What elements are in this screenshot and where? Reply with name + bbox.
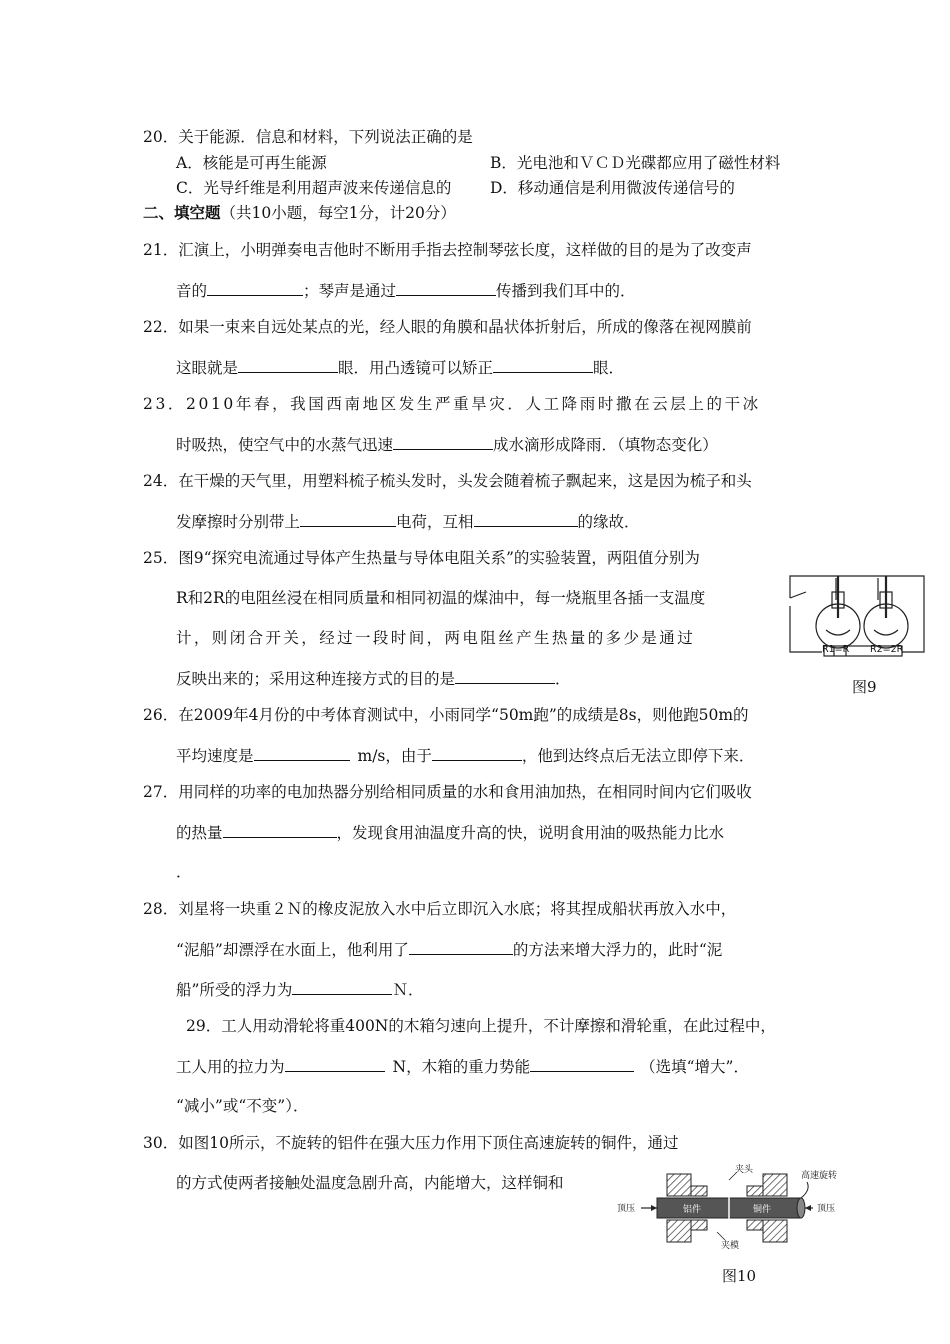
answer-blank[interactable] [393,434,493,450]
q25-line4: 反映出来的；采用这种连接方式的目的是 ． [176,670,571,688]
answer-blank[interactable] [530,1056,634,1072]
answer-blank[interactable] [396,280,496,296]
q25-line3: 计，则闭合开关，经过一段时间，两电阻丝产生热量的多少是通过 [176,629,696,647]
q21-line2: 音的 ；琴声是通过 传播到我们耳中的． [176,282,636,300]
q20-option-d: D．移动通信是利用微波传递信号的 [490,179,735,197]
q22-line1: 22．如果一束来自远处某点的光，经人眼的角膜和晶状体折射后，所成的像落在视网膜前 [143,318,752,336]
q27-line1: 27．用同样的功率的电加热器分别给相同质量的水和食用油加热，在相同时间内它们吸收 [143,783,752,801]
answer-blank[interactable] [493,357,593,373]
q20-option-b: B．光电池和ＶＣＤ光碟都应用了磁性材料 [490,154,781,172]
answer-blank[interactable] [432,745,522,761]
q28-line2: “泥船”却漂浮在水面上，他利用了 的方法来增大浮力的，此时“泥 [176,941,723,959]
q24-line2: 发摩擦时分别带上 电荷，互相 的缘故． [176,513,640,531]
figure-10-caption: 图10 [722,1267,757,1285]
q23-line2: 时吸热，使空气中的水蒸气迅速 成水滴形成降雨．（填物态变化） [176,436,718,454]
chuck-label: 夹头 [735,1165,754,1175]
section-header [143,203,456,223]
answer-blank[interactable] [455,668,555,684]
copper-part-label: 铜件 [753,1205,772,1215]
clamp-label: 夹模 [721,1241,740,1251]
q26-line1: 26．在2009年4月份的中考体育测试中，小雨同学“50m跑”的成绩是8s，则他跑50m的 [143,706,749,724]
q30-line1: 30．如图10所示，不旋转的铝件在强大压力作用下顶住高速旋转的铜件，通过 [143,1134,679,1152]
q20-stem: 20．关于能源．信息和材料，下列说法正确的是 [143,128,473,146]
q25-line2: R和2R的电阻丝浸在相同质量和相同初温的煤油中，每一烧瓶里各插一支温度 [176,589,706,607]
q29-line2: 工人用的拉力为 N，木箱的重力势能 （选填“增大”． [176,1058,749,1076]
resistor-r2-label: R2=2R [870,644,904,655]
q29-line1: 29．工人用动滑轮将重400N的木箱匀速向上提升，不计摩擦和滑轮重，在此过程中， [186,1017,776,1035]
resistor-r1-label: R1=R [822,644,850,655]
answer-blank[interactable] [238,357,338,373]
answer-blank[interactable] [207,280,303,296]
aluminum-part-label: 铝件 [683,1205,702,1215]
answer-blank[interactable] [223,822,337,838]
answer-blank[interactable] [292,979,392,995]
high-speed-rotation-label: 高速旋转 [801,1171,838,1181]
press-left-label: 顶压 [617,1204,636,1214]
q21-line1: 21．汇演上，小明弹奏电吉他时不断用手指去控制琴弦长度，这样做的目的是为了改变声 [143,241,752,259]
q23-line1: 23．2010年春，我国西南地区发生严重旱灾．人工降雨时撒在云层上的干冰 [143,395,761,413]
answer-blank[interactable] [409,939,513,955]
q22-line2: 这眼就是 眼．用凸透镜可以矫正 眼． [176,359,625,377]
press-right-label: 顶压 [817,1204,836,1214]
answer-blank[interactable] [474,511,578,527]
figure-10-friction-welding [617,1160,879,1256]
q26-line2: 平均速度是 m/s，由于 ，他到达终点后无法立即停下来． [176,747,755,765]
q25-line1: 25．图9“探究电流通过导体产生热量与导体电阻关系”的实验装置，两阻值分别为 [143,549,700,567]
q24-line1: 24．在干燥的天气里，用塑料梳子梳头发时，头发会随着梳子飘起来，这是因为梳子和头 [143,472,752,490]
q28-line3: 船”所受的浮力为 Ｎ． [176,981,424,999]
q29-line3: “减小”或“不变”）． [176,1097,309,1115]
answer-blank[interactable] [254,745,350,761]
answer-blank[interactable] [285,1056,385,1072]
figure-9-circuit [782,570,930,662]
q28-line1: 28．刘星将一块重２Ｎ的橡皮泥放入水中后立即沉入水底；将其捏成船状再放入水中， [143,900,737,918]
figure-9-caption: 图9 [852,678,877,696]
q27-line3: ． [176,863,192,881]
q20-option-c: C．光导纤维是利用超声波来传递信息的 [176,179,452,197]
section-title: 二、填空题 [143,203,221,222]
q20-option-a: A．核能是可再生能源 [176,154,327,172]
q27-line2: 的热量 ，发现食用油温度升高的快，说明食用油的吸热能力比水 [176,824,725,842]
answer-blank[interactable] [300,511,396,527]
section-note: （共10小题，每空1分，计20分） [220,204,456,222]
q30-line2: 的方式使两者接触处温度急剧升高，内能增大，这样铜和 [176,1174,564,1192]
